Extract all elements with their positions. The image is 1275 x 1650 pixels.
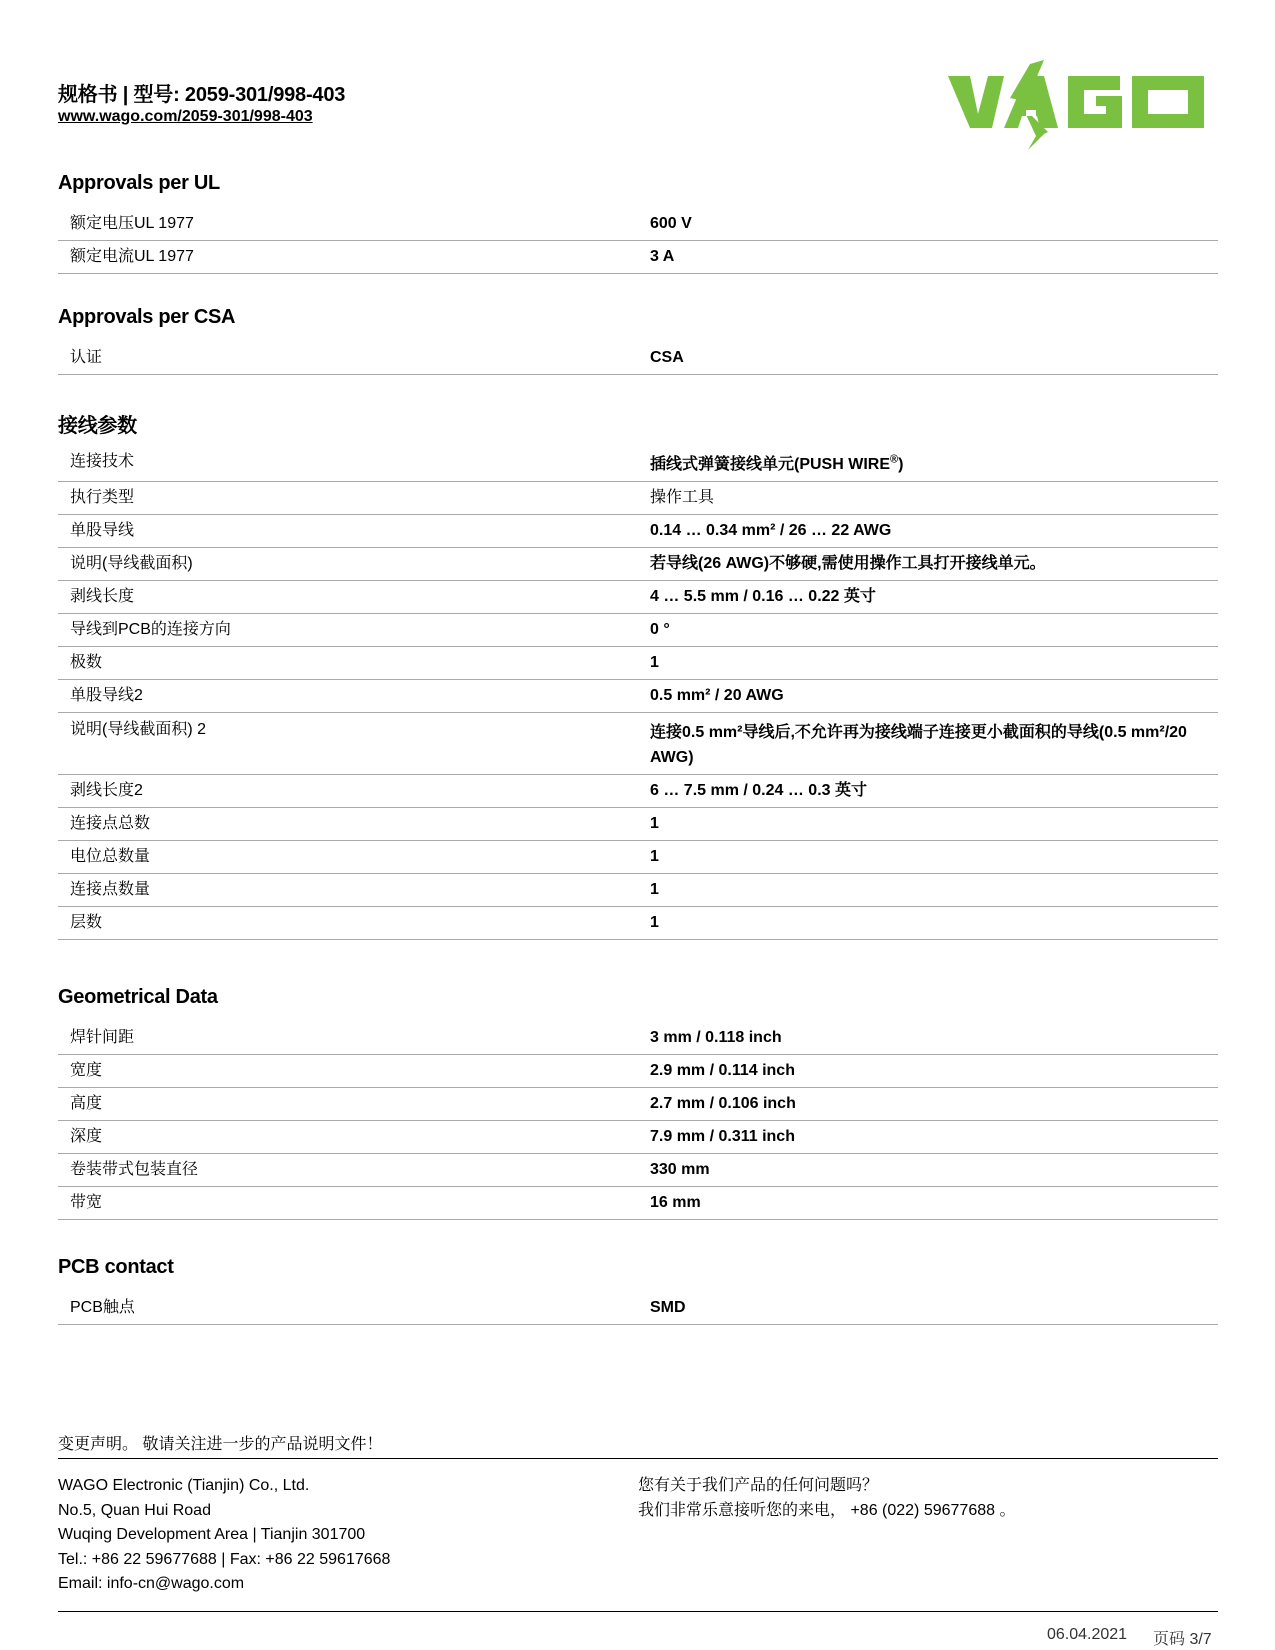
product-url-link[interactable]: www.wago.com/2059-301/998-403 bbox=[58, 108, 313, 125]
table-row bbox=[58, 342, 1218, 375]
geometry-table bbox=[58, 1022, 1218, 1220]
row-label: 带宽 bbox=[58, 1187, 650, 1220]
company-contact bbox=[58, 1474, 390, 1597]
table-row bbox=[58, 581, 1218, 614]
row-label: 连接点数量 bbox=[58, 874, 650, 907]
table-row bbox=[58, 548, 1218, 581]
footer-bottom-divider bbox=[58, 1611, 1218, 1612]
table-row bbox=[58, 1121, 1218, 1154]
row-label: 卷装带式包装直径 bbox=[58, 1154, 650, 1187]
row-value: 1 bbox=[650, 647, 1218, 680]
row-value: CSA bbox=[650, 342, 1218, 375]
row-label: 说明(导线截面积) 2 bbox=[58, 713, 650, 775]
section-title-ul: Approvals per UL bbox=[58, 172, 220, 194]
ul-table bbox=[58, 208, 1218, 274]
table-row bbox=[58, 775, 1218, 808]
row-value: 1 bbox=[650, 907, 1218, 940]
page-number: 页码 3/7 bbox=[1153, 1631, 1212, 1648]
row-label: 说明(导线截面积) bbox=[58, 548, 650, 581]
footer-divider bbox=[58, 1458, 1218, 1459]
row-value: 600 V bbox=[650, 208, 1218, 241]
row-value: 操作工具 bbox=[650, 482, 1218, 515]
wago-logo bbox=[948, 58, 1218, 158]
row-label: 认证 bbox=[58, 342, 650, 375]
row-label: 剥线长度 bbox=[58, 581, 650, 614]
row-value: 7.9 mm / 0.311 inch bbox=[650, 1121, 1218, 1154]
row-label: PCB触点 bbox=[58, 1292, 650, 1325]
table-row bbox=[58, 713, 1218, 775]
row-value-suffix: ) bbox=[898, 456, 904, 473]
support-phone: 我们非常乐意接听您的来电， +86 (022) 59677688 。 bbox=[638, 1501, 1016, 1519]
row-value: 6 … 7.5 mm / 0.24 … 0.3 英寸 bbox=[650, 775, 1218, 808]
table-row bbox=[58, 841, 1218, 874]
row-label: 导线到PCB的连接方向 bbox=[58, 614, 650, 647]
wiring-table bbox=[58, 446, 1218, 940]
row-label: 焊针间距 bbox=[58, 1022, 650, 1055]
row-value bbox=[650, 446, 1218, 482]
row-label: 单股导线 bbox=[58, 515, 650, 548]
row-value: 若导线(26 AWG)不够硬,需使用操作工具打开接线单元。 bbox=[650, 548, 1218, 581]
row-label: 深度 bbox=[58, 1121, 650, 1154]
row-value: 2.9 mm / 0.114 inch bbox=[650, 1055, 1218, 1088]
row-value: 1 bbox=[650, 874, 1218, 907]
row-value: 0 ° bbox=[650, 614, 1218, 647]
row-value: 1 bbox=[650, 841, 1218, 874]
row-label: 连接技术 bbox=[58, 446, 650, 482]
phone-fax: Tel.: +86 22 59677688 | Fax: +86 22 59617668 bbox=[58, 1550, 391, 1568]
row-value: 2.7 mm / 0.106 inch bbox=[650, 1088, 1218, 1121]
row-value: 0.14 … 0.34 mm² / 26 … 22 AWG bbox=[650, 515, 1218, 548]
row-value-text: 插线式弹簧接线单元(PUSH WIRE bbox=[650, 456, 891, 473]
csa-table bbox=[58, 342, 1218, 375]
table-row bbox=[58, 1055, 1218, 1088]
row-label: 高度 bbox=[58, 1088, 650, 1121]
row-value: 4 … 5.5 mm / 0.16 … 0.22 英寸 bbox=[650, 581, 1218, 614]
section-title-wiring: 接线参数 bbox=[58, 415, 137, 437]
page-title: 规格书 | 型号: 2059-301/998-403 bbox=[58, 84, 346, 106]
row-label: 连接点总数 bbox=[58, 808, 650, 841]
address-line-1: No.5, Quan Hui Road bbox=[58, 1501, 211, 1519]
row-value: 0.5 mm² / 20 AWG bbox=[650, 680, 1218, 713]
row-value: 1 bbox=[650, 808, 1218, 841]
table-row bbox=[58, 647, 1218, 680]
table-row bbox=[58, 482, 1218, 515]
table-row bbox=[58, 241, 1218, 274]
table-row bbox=[58, 680, 1218, 713]
row-label: 宽度 bbox=[58, 1055, 650, 1088]
row-label: 层数 bbox=[58, 907, 650, 940]
row-value: 16 mm bbox=[650, 1187, 1218, 1220]
table-row bbox=[58, 208, 1218, 241]
table-row bbox=[58, 874, 1218, 907]
row-label: 电位总数量 bbox=[58, 841, 650, 874]
table-row bbox=[58, 1187, 1218, 1220]
row-label: 剥线长度2 bbox=[58, 775, 650, 808]
pcb-table bbox=[58, 1292, 1218, 1325]
row-value: 330 mm bbox=[650, 1154, 1218, 1187]
table-row bbox=[58, 1022, 1218, 1055]
row-label: 额定电压UL 1977 bbox=[58, 208, 650, 241]
table-row bbox=[58, 1292, 1218, 1325]
table-row bbox=[58, 515, 1218, 548]
support-question: 您有关于我们产品的任何问题吗？ bbox=[638, 1477, 879, 1494]
table-row bbox=[58, 1088, 1218, 1121]
section-title-csa: Approvals per CSA bbox=[58, 306, 236, 328]
table-row bbox=[58, 614, 1218, 647]
row-label: 单股导线2 bbox=[58, 680, 650, 713]
table-row bbox=[58, 907, 1218, 940]
row-label: 极数 bbox=[58, 647, 650, 680]
document-date: 06.04.2021 bbox=[1047, 1626, 1128, 1643]
address-line-2: Wuqing Development Area | Tianjin 301700 bbox=[58, 1526, 366, 1543]
company-name: WAGO Electronic (Tianjin) Co., Ltd. bbox=[58, 1477, 310, 1494]
change-notice: 变更声明。 敬请关注进一步的产品说明文件！ bbox=[58, 1436, 383, 1453]
table-row bbox=[58, 446, 1218, 482]
row-value: 连接0.5 mm²导线后,不允许再为接线端子连接更小截面积的导线(0.5 mm²/20 AWG) bbox=[650, 713, 1218, 775]
table-row bbox=[58, 1154, 1218, 1187]
email[interactable]: Email: info-cn@wago.com bbox=[58, 1575, 245, 1592]
section-title-pcb: PCB contact bbox=[58, 1256, 174, 1278]
registered-mark: ® bbox=[890, 453, 899, 466]
row-label: 执行类型 bbox=[58, 482, 650, 515]
row-value: 3 mm / 0.118 inch bbox=[650, 1022, 1218, 1055]
table-row bbox=[58, 808, 1218, 841]
row-value: 3 A bbox=[650, 241, 1218, 274]
section-title-geometry: Geometrical Data bbox=[58, 986, 218, 1008]
row-value: SMD bbox=[650, 1292, 1218, 1325]
support-contact bbox=[638, 1474, 1015, 1523]
row-label: 额定电流UL 1977 bbox=[58, 241, 650, 274]
